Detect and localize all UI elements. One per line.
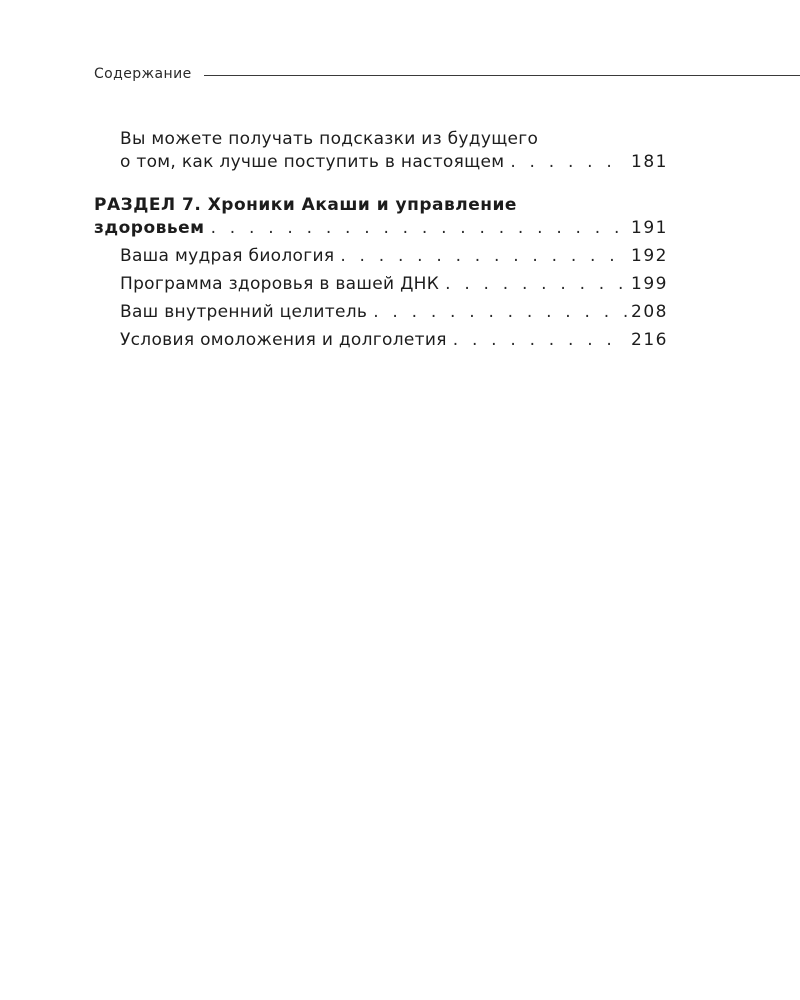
section-title-line-2: здоровьем (94, 218, 205, 238)
dot-leader (373, 301, 627, 324)
toc-entry-page-number: 208 (631, 302, 668, 322)
toc-entry[interactable] (94, 301, 668, 324)
toc-entry-page-number: 181 (631, 152, 668, 172)
toc-entry-title-line-2: о том, как лучше поступить в настоящем (120, 152, 505, 172)
toc-entry-title: Условия омоложения и долголетия (120, 330, 447, 350)
page-header (94, 64, 800, 84)
toc-entry-page-number: 216 (631, 330, 668, 350)
toc-entry-title: Ваш внутренний целитель (120, 302, 368, 322)
toc-entry[interactable] (94, 273, 668, 296)
toc-section-heading[interactable] (94, 194, 668, 240)
toc-entry-line (120, 301, 668, 324)
dot-leader (340, 245, 627, 268)
dot-leader (445, 273, 627, 296)
toc-entry-title: Ваша мудрая биология (120, 246, 335, 266)
toc-entry-title: Программа здоровья в вашей ДНК (120, 274, 440, 294)
toc-entry-page-number: 199 (631, 274, 668, 294)
section-title-line-1: РАЗДЕЛ 7. Хроники Акаши и управление (94, 195, 517, 215)
dot-leader (453, 329, 627, 352)
section-last-line (94, 217, 668, 240)
toc-entry-title-line-1: Вы можете получать подсказки из будущего (120, 129, 539, 149)
toc-entry-page-number: 192 (631, 246, 668, 266)
toc-entry[interactable] (94, 245, 668, 268)
toc-entry-line (120, 245, 668, 268)
dot-leader (211, 217, 627, 240)
toc-entry-continued[interactable] (94, 128, 668, 174)
header-rule (204, 75, 800, 76)
table-of-contents (94, 128, 668, 357)
toc-entry-last-line (120, 151, 668, 174)
toc-entry-line (120, 329, 668, 352)
section-page-number: 191 (631, 218, 668, 238)
running-head-title: Содержание (94, 66, 192, 82)
toc-entry[interactable] (94, 329, 668, 352)
toc-entry-line (120, 273, 668, 296)
dot-leader (510, 151, 627, 174)
